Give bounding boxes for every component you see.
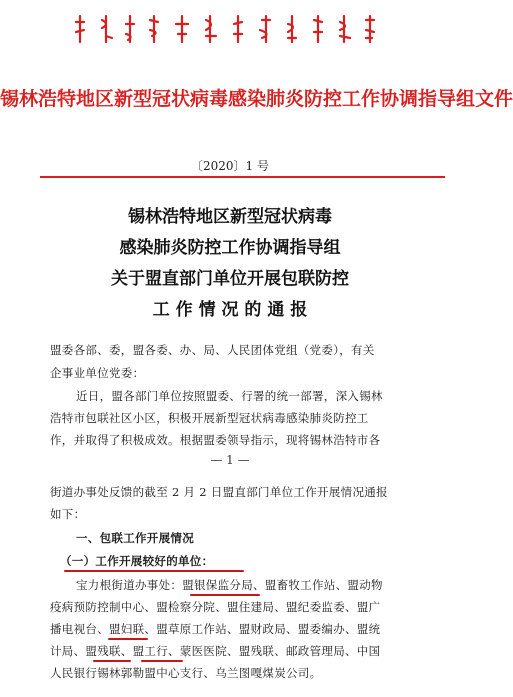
- unit-list-line-3: 播电视台、盟妇联、盟草原工作站、盟财政局、盟委编办、盟统: [50, 622, 381, 636]
- unit-red-underline-2: [108, 638, 148, 640]
- unit-red-underline-1: [190, 594, 260, 596]
- unit-list-line-1: 宝力根街道办事处：盟银保监分局、盟畜牧工作站、盟动物: [76, 578, 383, 592]
- unit-list-line-5: 人民银行锡林郭勒盟中心支行、乌兰图嘎煤炭公司。: [50, 666, 322, 680]
- unit-red-underline-4: [141, 660, 183, 662]
- intro-line-3: 作，并取得了积极成效。根据盟委领导指示，现将锡林浩特市各: [50, 433, 381, 447]
- document-header-title: 锡林浩特地区新型冠状病毒感染肺炎防控工作协调指导组文件: [0, 88, 513, 110]
- intro-line-1: 近日，盟各部门单位按照盟委、行署的统一部署，深入锡林: [76, 389, 383, 403]
- document-number: 〔2020〕1 号: [191, 159, 269, 173]
- addressee-line-1: 盟委各部、委，盟各委、办、局、人民团体党组（党委），有关: [50, 343, 375, 357]
- section-heading: 一、包联工作开展情况: [76, 531, 194, 545]
- title-line-4: 工 作 情 况 的 通 报: [152, 300, 308, 320]
- addressee-line-2: 企事业单位党委：: [50, 366, 145, 380]
- header-divider-line: [40, 176, 445, 178]
- report-line-1: 街道办事处反馈的截至 2 月 2 日盟直部门单位工作开展情况通报: [50, 485, 388, 499]
- unit-red-underline-3: [93, 660, 131, 662]
- subsection-heading: （一）工作开展较好的单位：: [60, 554, 214, 568]
- title-line-2: 感染肺炎防控工作协调指导组: [119, 238, 341, 258]
- report-line-2: 如下：: [50, 507, 86, 521]
- title-line-3: 关于盟直部门单位开展包联防控: [111, 269, 349, 289]
- mongolian-script-header: [70, 12, 390, 46]
- title-line-1: 锡林浩特地区新型冠状病毒: [128, 207, 332, 227]
- page-number: — 1 —: [210, 453, 250, 467]
- intro-line-2: 浩特市包联社区小区，积极开展新型冠状病毒感染肺炎防控工: [50, 411, 369, 425]
- subsection-red-underline: [64, 570, 244, 572]
- unit-list-line-2: 疫病预防控制中心、盟检察分院、盟住建局、盟纪委监委、盟广: [50, 600, 381, 614]
- unit-list-line-4: 计局、盟残联、盟工行、蒙医医院、盟残联、邮政管理局、中国: [50, 644, 381, 658]
